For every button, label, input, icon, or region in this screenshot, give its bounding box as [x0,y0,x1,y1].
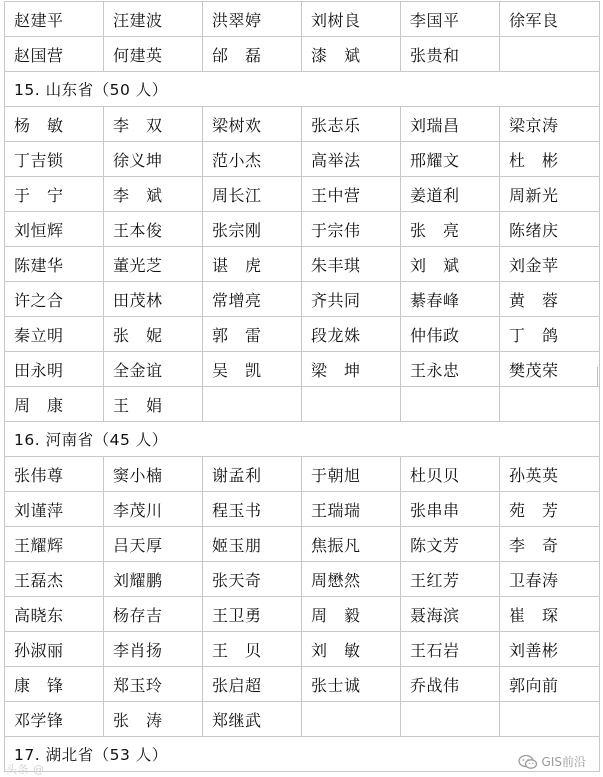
name-cell: 孙英英 [500,457,600,492]
section-heading: 15. 山东省（50 人） [5,72,600,107]
name-cell: 陈绪庆 [500,212,600,247]
table-row [5,107,600,142]
page-edge-marker [597,367,602,387]
name-cell: 于 宁 [5,177,104,212]
name-cell: 梁树欢 [203,107,302,142]
name-cell: 刘谨萍 [5,492,104,527]
name-list-document [4,1,599,772]
name-cell: 张宗刚 [203,212,302,247]
name-cell: 常增亮 [203,282,302,317]
name-cell: 郭 雷 [203,317,302,352]
name-cell: 王耀辉 [5,527,104,562]
table-row [5,632,600,667]
name-cell: 王 贝 [203,632,302,667]
name-cell: 丁 鸽 [500,317,600,352]
name-cell: 谌 虎 [203,247,302,282]
name-cell: 邰 磊 [203,37,302,72]
table-row [5,492,600,527]
name-cell: 王磊杰 [5,562,104,597]
table-row [5,667,600,702]
name-cell: 张 涛 [104,702,203,737]
name-cell: 张伟尊 [5,457,104,492]
name-cell: 姜道利 [401,177,500,212]
name-cell: 孙淑丽 [5,632,104,667]
name-cell: 张启超 [203,667,302,702]
name-cell: 张 妮 [104,317,203,352]
name-cell: 汪建波 [104,2,203,37]
table-row [5,142,600,177]
table-row [5,352,600,387]
name-cell: 吴 凯 [203,352,302,387]
name-cell: 刘耀鹏 [104,562,203,597]
name-cell: 梁 坤 [302,352,401,387]
name-cell: 王红芳 [401,562,500,597]
name-cell: 杜 彬 [500,142,600,177]
watermark-gis [515,752,589,771]
name-cell: 苑 芳 [500,492,600,527]
name-cell: 赵国营 [5,37,104,72]
name-cell: 杜贝贝 [401,457,500,492]
name-cell: 王卫勇 [203,597,302,632]
name-cell: 董光芝 [104,247,203,282]
name-cell: 刘善彬 [500,632,600,667]
table-row [5,212,600,247]
name-cell: 高举法 [302,142,401,177]
name-cell: 徐军良 [500,2,600,37]
section-header-row [5,72,600,107]
name-cell: 丁吉锁 [5,142,104,177]
name-cell: 窦小楠 [104,457,203,492]
name-cell: 康 锋 [5,667,104,702]
name-cell: 仲伟政 [401,317,500,352]
name-cell: 杨 敏 [5,107,104,142]
name-cell: 程玉书 [203,492,302,527]
name-cell: 徐义坤 [104,142,203,177]
name-cell: 周新光 [500,177,600,212]
name-cell: 于朝旭 [302,457,401,492]
name-cell: 乔战伟 [401,667,500,702]
name-cell: 梁京涛 [500,107,600,142]
name-cell: 朱丰琪 [302,247,401,282]
name-cell: 卫春涛 [500,562,600,597]
name-cell: 郑玉玲 [104,667,203,702]
name-cell: 刘恒辉 [5,212,104,247]
name-cell: 刘树良 [302,2,401,37]
name-cell: 田永明 [5,352,104,387]
name-cell: 张士诚 [302,667,401,702]
table-row [5,702,600,737]
name-cell: 齐共同 [302,282,401,317]
name-cell: 陈文芳 [401,527,500,562]
section-header-row [5,737,600,772]
name-cell: 谢孟利 [203,457,302,492]
name-cell: 李肖扬 [104,632,203,667]
name-cell: 漆 斌 [302,37,401,72]
name-cell: 李茂川 [104,492,203,527]
table-row [5,317,600,352]
name-cell: 王永忠 [401,352,500,387]
table-row [5,387,600,422]
name-cell: 王石岩 [401,632,500,667]
empty-cell [500,37,600,72]
name-cell: 樊茂荣 [500,352,600,387]
name-cell: 聂海滨 [401,597,500,632]
name-cell: 姬玉朋 [203,527,302,562]
name-cell: 黄 蓉 [500,282,600,317]
name-cell: 陈建华 [5,247,104,282]
name-cell: 刘金苹 [500,247,600,282]
name-cell: 李 双 [104,107,203,142]
table-row [5,37,600,72]
name-cell: 刘 敏 [302,632,401,667]
name-cell: 周 毅 [302,597,401,632]
name-cell: 王瑞瑞 [302,492,401,527]
table-row [5,562,600,597]
name-cell: 郑继武 [203,702,302,737]
table-row [5,457,600,492]
name-cell: 张天奇 [203,562,302,597]
name-cell: 周 康 [5,387,104,422]
name-cell: 李 奇 [500,527,600,562]
name-cell: 洪翠婷 [203,2,302,37]
name-cell: 张串串 [401,492,500,527]
name-cell: 邓学锋 [5,702,104,737]
name-cell: 张志乐 [302,107,401,142]
watermark-toutiao: 头条 @ [6,763,45,776]
watermark-gis-text: GIS前沿 [541,755,586,769]
empty-cell [500,387,600,422]
empty-cell [302,702,401,737]
name-cell: 全金谊 [104,352,203,387]
section-heading: 16. 河南省（45 人） [5,422,600,457]
name-cell: 张 亮 [401,212,500,247]
name-cell: 张贵和 [401,37,500,72]
table-row [5,527,600,562]
table-row [5,282,600,317]
empty-cell [401,702,500,737]
name-table-body [5,2,600,772]
name-cell: 段龙姝 [302,317,401,352]
name-cell: 李国平 [401,2,500,37]
table-row [5,247,600,282]
name-cell: 綦春峰 [401,282,500,317]
wechat-icon [518,754,538,770]
table-row [5,177,600,212]
name-cell: 王 娟 [104,387,203,422]
empty-cell [203,387,302,422]
name-cell: 于宗伟 [302,212,401,247]
name-cell: 何建英 [104,37,203,72]
name-cell: 范小杰 [203,142,302,177]
empty-cell [500,702,600,737]
name-cell: 周长江 [203,177,302,212]
name-cell: 秦立明 [5,317,104,352]
name-cell: 田茂林 [104,282,203,317]
table-row [5,597,600,632]
section-header-row [5,422,600,457]
name-table [4,1,600,772]
name-cell: 焦振凡 [302,527,401,562]
name-cell: 崔 琛 [500,597,600,632]
name-cell: 邢耀文 [401,142,500,177]
empty-cell [302,387,401,422]
name-cell: 王本俊 [104,212,203,247]
name-cell: 李 斌 [104,177,203,212]
name-cell: 刘 斌 [401,247,500,282]
name-cell: 许之合 [5,282,104,317]
name-cell: 赵建平 [5,2,104,37]
name-cell: 吕天厚 [104,527,203,562]
name-cell: 杨存吉 [104,597,203,632]
name-cell: 高晓东 [5,597,104,632]
table-row [5,2,600,37]
empty-cell [401,387,500,422]
section-heading: 17. 湖北省（53 人） [5,737,600,772]
name-cell: 郭向前 [500,667,600,702]
name-cell: 刘瑞昌 [401,107,500,142]
name-cell: 王中营 [302,177,401,212]
name-cell: 周懋然 [302,562,401,597]
